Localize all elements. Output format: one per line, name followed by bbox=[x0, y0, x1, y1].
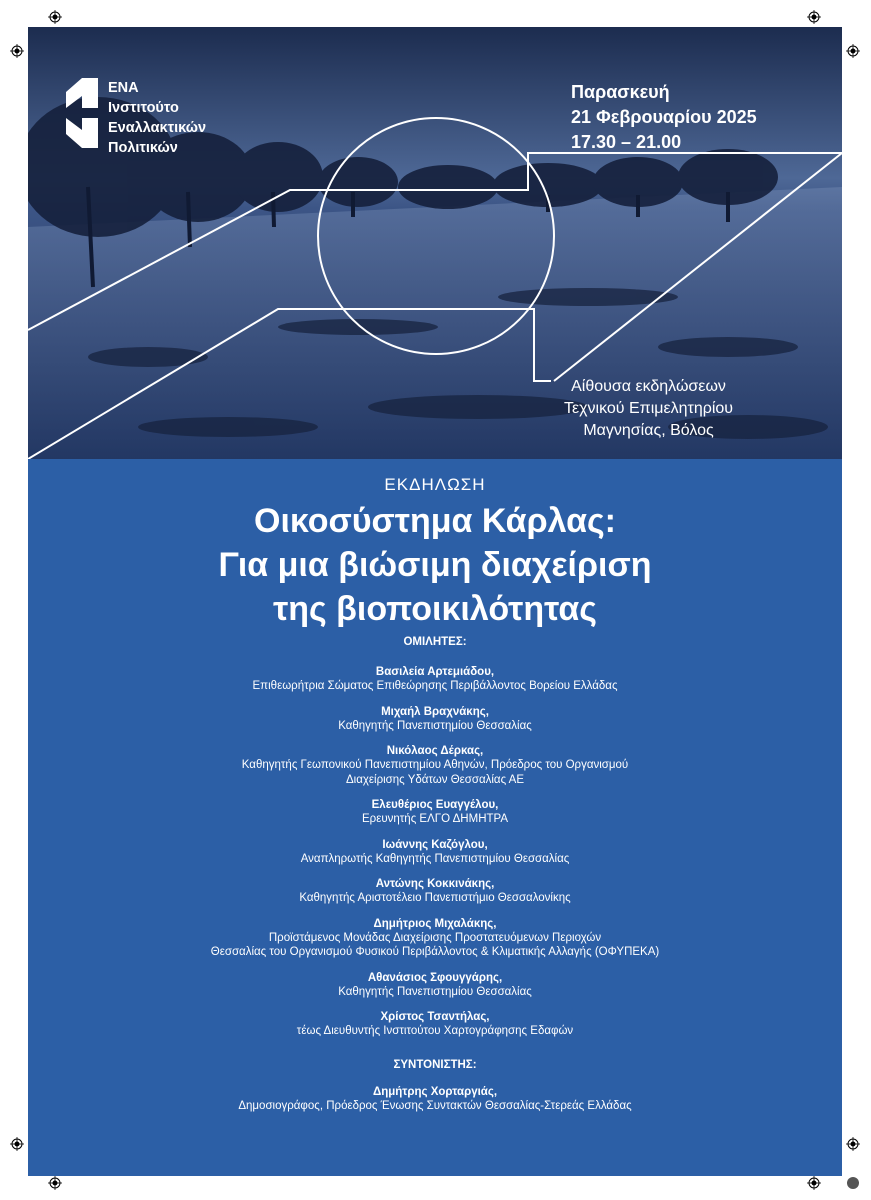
speaker-role: Διαχείρισης Υδάτων Θεσσαλίας ΑΕ bbox=[345, 773, 525, 786]
logo-line: ΕΝΑ bbox=[108, 80, 139, 96]
registration-mark-icon bbox=[48, 1176, 62, 1190]
title-line: Για μια βιώσιμη διαχείριση bbox=[218, 546, 652, 584]
title-line: της βιοποικιλότητας bbox=[273, 590, 597, 628]
speaker-item bbox=[28, 665, 842, 694]
registration-mark-icon bbox=[48, 10, 62, 24]
speaker-name: Αντώνης Κοκκινάκης, bbox=[375, 878, 495, 890]
event-date bbox=[571, 80, 757, 155]
event-venue bbox=[564, 376, 733, 442]
speaker-role: Προϊστάμενος Μονάδας Διαχείρισης Προστατευόμενων Περιοχών bbox=[268, 931, 602, 944]
registration-mark-icon bbox=[10, 1137, 24, 1151]
event-poster bbox=[28, 27, 842, 1176]
moderator-section bbox=[28, 1059, 842, 1114]
speaker-role: Καθηγητής Αριστοτέλειο Πανεπιστήμιο Θεσσαλονίκης bbox=[299, 892, 571, 904]
venue-line: Τεχνικού Επιμελητηρίου bbox=[564, 400, 734, 417]
speakers-section bbox=[28, 636, 842, 1113]
speaker-role: Αναπληρωτής Καθηγητής Πανεπιστημίου Θεσσαλίας bbox=[300, 852, 570, 865]
speaker-role: Ερευνητής ΕΛΓΟ ΔΗΜΗΤΡΑ bbox=[361, 813, 509, 825]
registration-mark-icon bbox=[846, 44, 860, 58]
header-photo bbox=[28, 27, 842, 459]
event-day: Παρασκευή bbox=[571, 82, 670, 102]
event-title bbox=[28, 499, 842, 631]
logo-line: Εναλλακτικών bbox=[108, 120, 207, 136]
event-label: ΕΚΔΗΛΩΣΗ bbox=[384, 475, 486, 494]
speaker-role: Καθηγητής Γεωπονικού Πανεπιστημίου Αθηνών, Πρόεδρος του Οργανισμού bbox=[241, 759, 629, 771]
speaker-role: Καθηγητής Πανεπιστημίου Θεσσαλίας bbox=[338, 719, 532, 732]
speaker-name: Αθανάσιος Σφουγγάρης, bbox=[367, 971, 503, 984]
logo-line: Πολιτικών bbox=[108, 140, 178, 156]
speaker-item bbox=[28, 917, 842, 960]
speakers-heading: ΟΜΙΛΗΤΕΣ: bbox=[403, 636, 467, 648]
speaker-role: Καθηγητής Πανεπιστημίου Θεσσαλίας bbox=[338, 985, 532, 998]
registration-mark-icon bbox=[10, 44, 24, 58]
event-time: 17.30 – 21.00 bbox=[571, 132, 682, 152]
venue-line: Αίθουσα εκδηλώσεων bbox=[571, 378, 726, 395]
moderator-name: Δημήτρης Χορταργιάς, bbox=[372, 1085, 498, 1098]
venue-line: Μαγνησίας, Βόλος bbox=[583, 422, 714, 439]
logo-text bbox=[108, 78, 206, 158]
moderator-role: Δημοσιογράφος, Πρόεδρος Ένωσης Συντακτών Θεσσαλίας-Στερεάς Ελλάδας bbox=[238, 1099, 632, 1112]
speaker-name: Δημήτριος Μιχαλάκης, bbox=[373, 917, 497, 930]
registration-mark-icon bbox=[807, 10, 821, 24]
event-date-text: 21 Φεβρουαρίου 2025 bbox=[571, 107, 757, 127]
title-line: Οικοσύστημα Κάρλας: bbox=[254, 502, 616, 540]
speaker-role: Θεσσαλίας του Οργανισμού Φυσικού Περιβάλλοντος & Κλιματικής Αλλαγής (ΟΦΥΠΕΚΑ) bbox=[210, 946, 660, 958]
registration-mark-icon bbox=[807, 1176, 821, 1190]
speaker-name: Νικόλαος Δέρκας, bbox=[386, 745, 484, 757]
speaker-name: Μιχαήλ Βραχνάκης, bbox=[381, 705, 489, 718]
speaker-name: Ελευθέριος Ευαγγέλου, bbox=[371, 799, 499, 811]
content-panel bbox=[28, 459, 842, 1176]
speaker-item bbox=[28, 798, 842, 827]
speaker-item bbox=[28, 1010, 842, 1039]
speaker-item bbox=[28, 838, 842, 867]
moderator-heading: ΣΥΝΤΟΝΙΣΤΗΣ: bbox=[393, 1058, 477, 1071]
speaker-item bbox=[28, 744, 842, 787]
speaker-item bbox=[28, 877, 842, 906]
speaker-item bbox=[28, 971, 842, 1000]
registration-mark-icon bbox=[846, 1137, 860, 1151]
speaker-name: Βασιλεία Αρτεμιάδου, bbox=[375, 666, 495, 678]
color-dot-mark-icon bbox=[846, 1176, 860, 1190]
speaker-role: τέως Διευθυντής Ινστιτούτου Χαρτογράφησης Εδαφών bbox=[296, 1025, 574, 1037]
ena-logo-icon bbox=[62, 78, 100, 148]
speaker-role: Επιθεωρήτρια Σώματος Επιθεώρησης Περιβάλλοντος Βορείου Ελλάδας bbox=[252, 680, 618, 692]
speaker-name: Χρίστος Τσαντήλας, bbox=[380, 1011, 490, 1023]
speaker-item bbox=[28, 705, 842, 734]
speaker-name: Ιωάννης Καζόγλου, bbox=[382, 838, 488, 851]
logo-line: Ινστιτούτο bbox=[108, 100, 179, 116]
